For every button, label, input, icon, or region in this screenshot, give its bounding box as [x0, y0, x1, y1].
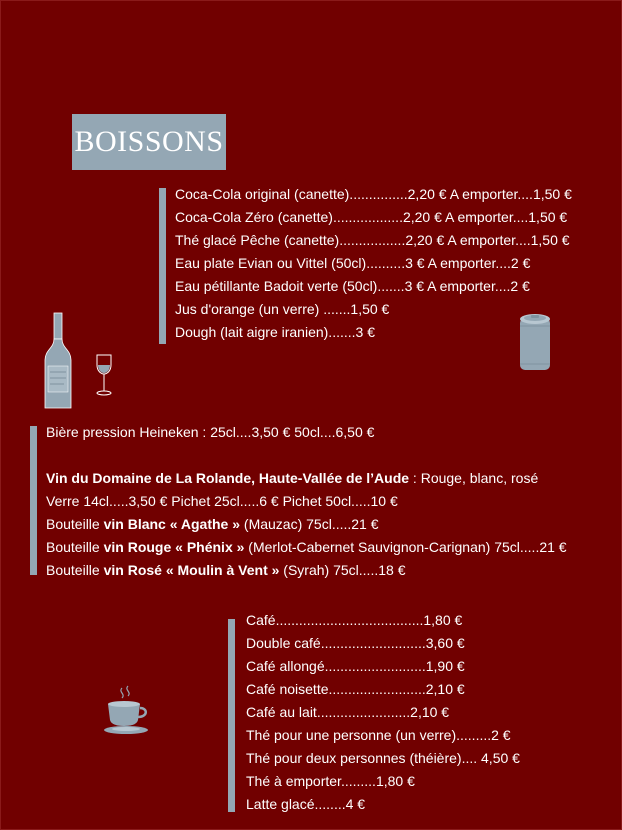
list-item: Café allongé..........................1,90 €	[246, 658, 465, 674]
list-item: Eau plate Evian ou Vittel (50cl)..........3 € A emporter....2 €	[175, 255, 531, 271]
list-item: Eau pétillante Badoit verte (50cl).......3 € A emporter....2 €	[175, 278, 530, 294]
beer-line: Bière pression Heineken : 25cl....3,50 € 50cl....6,50 €	[46, 424, 375, 440]
list-item: Dough (lait aigre iranien).......3 €	[175, 324, 375, 340]
bottle-name: vin Rouge « Phénix »	[103, 539, 245, 555]
list-item: Thé pour deux personnes (théière).... 4,50 €	[246, 750, 520, 766]
list-item: Double café...........................3,60 €	[246, 635, 465, 651]
bottle-name: vin Blanc « Agathe »	[103, 516, 241, 532]
hot-drinks-list	[246, 609, 520, 816]
bottle-line	[46, 536, 567, 559]
wine-domain-name: Vin du Domaine de La Rolande, Haute-Vallée de l’Aude	[46, 470, 410, 486]
bottle-line	[46, 513, 567, 536]
list-item: Jus d'orange (un verre) .......1,50 €	[175, 301, 390, 317]
bottle-details: (Mauzac) 75cl.....21 €	[240, 516, 379, 532]
alcohol-list	[46, 421, 567, 582]
spacer	[46, 444, 567, 467]
bottle-details: (Syrah) 75cl.....18 €	[279, 562, 406, 578]
list-item: Coca-Cola Zéro (canette)..................2,20 € A emporter....1,50 €	[175, 209, 568, 225]
bottle-details: (Merlot-Cabernet Sauvignon-Carignan) 75cl.....21 €	[244, 539, 567, 555]
soft-drinks-list	[175, 183, 572, 344]
list-item: Café au lait........................2,10 €	[246, 704, 450, 720]
list-item: Thé glacé Pêche (canette).................2,20 € A emporter....1,50 €	[175, 232, 570, 248]
soft-drinks-bar	[159, 188, 166, 344]
list-item: Coca-Cola original (canette)...............2,20 € A emporter....1,50 €	[175, 186, 572, 202]
bottle-prefix: Bouteille	[46, 516, 104, 532]
list-item: Latte glacé........4 €	[246, 796, 366, 812]
coffee-cup-icon	[102, 686, 152, 738]
list-item: Thé pour une personne (un verre).........2 €	[246, 727, 511, 743]
wine-colors: : Rouge, blanc, rosé	[409, 470, 539, 486]
hot-drinks-bar	[228, 619, 235, 812]
wine-glass-icon	[94, 353, 114, 397]
menu-title-box	[72, 114, 226, 170]
soda-can-icon	[518, 312, 552, 374]
list-item: Café noisette.........................2,10 €	[246, 681, 465, 697]
bottle-prefix: Bouteille	[46, 562, 104, 578]
menu-title: BOISSONS	[74, 125, 224, 158]
list-item: Thé à emporter.........1,80 €	[246, 773, 415, 789]
alcohol-bar	[30, 426, 37, 575]
bottle-name: vin Rosé « Moulin à Vent »	[103, 562, 280, 578]
bottle-prefix: Bouteille	[46, 539, 104, 555]
list-item: Café......................................1,80 €	[246, 612, 463, 628]
wine-title-line	[46, 467, 567, 490]
wine-bottle-icon	[42, 312, 74, 412]
bottle-line	[46, 559, 567, 582]
wine-glass-prices: Verre 14cl.....3,50 € Pichet 25cl.....6 € Pichet 50cl.....10 €	[46, 493, 398, 509]
